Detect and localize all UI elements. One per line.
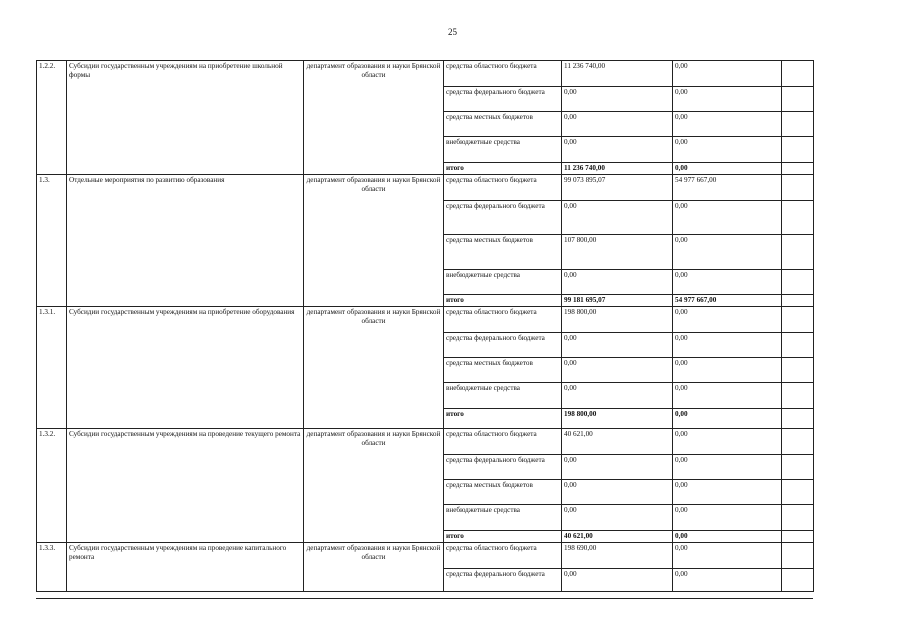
item-name: Субсидии государственным учреждениям на проведение текущего ремонта xyxy=(67,429,304,543)
amount-column-1: 107 800,00 xyxy=(562,235,673,270)
funding-source: средства областного бюджета xyxy=(444,429,562,455)
budget-table xyxy=(36,60,814,592)
amount-column-1: 0,00 xyxy=(562,270,673,295)
amount-column-2: 0,00 xyxy=(673,455,782,480)
amount-column-2: 0,00 xyxy=(673,307,782,333)
responsible-department: департамент образования и науки Брянской области xyxy=(304,175,444,307)
budget-table-body xyxy=(37,61,814,592)
amount-column-2: 0,00 xyxy=(673,543,782,569)
amount-column-2: 0,00 xyxy=(673,137,782,163)
empty-cell xyxy=(782,429,814,455)
responsible-department: департамент образования и науки Брянской области xyxy=(304,429,444,543)
amount-column-2: 0,00 xyxy=(673,569,782,592)
page-bottom-rule xyxy=(36,598,813,599)
funding-source: средства областного бюджета xyxy=(444,175,562,201)
funding-source: внебюджетные средства xyxy=(444,505,562,531)
amount-column-2: 0,00 xyxy=(673,87,782,112)
empty-cell xyxy=(782,270,814,295)
empty-cell xyxy=(782,383,814,409)
amount-column-2: 54 977 667,00 xyxy=(673,175,782,201)
funding-source: внебюджетные средства xyxy=(444,137,562,163)
funding-source: внебюджетные средства xyxy=(444,270,562,295)
empty-cell xyxy=(782,307,814,333)
table-row xyxy=(37,175,814,201)
empty-cell xyxy=(782,87,814,112)
amount-column-1: 0,00 xyxy=(562,137,673,163)
funding-source: внебюджетные средства xyxy=(444,383,562,409)
empty-cell xyxy=(782,295,814,307)
amount-column-1: 0,00 xyxy=(562,383,673,409)
funding-source: средства областного бюджета xyxy=(444,543,562,569)
funding-source: итого xyxy=(444,163,562,175)
funding-source: итого xyxy=(444,531,562,543)
empty-cell xyxy=(782,531,814,543)
funding-source: средства местных бюджетов xyxy=(444,480,562,505)
empty-cell xyxy=(782,333,814,358)
table-row xyxy=(37,307,814,333)
item-name: Субсидии государственным учреждениям на проведение капитального ремонта xyxy=(67,543,304,592)
amount-column-2: 0,00 xyxy=(673,358,782,383)
table-row xyxy=(37,429,814,455)
funding-source: средства федерального бюджета xyxy=(444,455,562,480)
amount-column-1: 0,00 xyxy=(562,569,673,592)
empty-cell xyxy=(782,480,814,505)
amount-column-1: 11 236 740,00 xyxy=(562,61,673,87)
amount-column-2: 0,00 xyxy=(673,383,782,409)
funding-source: средства местных бюджетов xyxy=(444,358,562,383)
amount-column-2: 0,00 xyxy=(673,270,782,295)
empty-cell xyxy=(782,61,814,87)
funding-source: средства федерального бюджета xyxy=(444,201,562,235)
empty-cell xyxy=(782,112,814,137)
amount-column-2: 0,00 xyxy=(673,201,782,235)
amount-column-1: 0,00 xyxy=(562,358,673,383)
empty-cell xyxy=(782,137,814,163)
empty-cell xyxy=(782,201,814,235)
amount-column-2: 0,00 xyxy=(673,163,782,175)
responsible-department: департамент образования и науки Брянской области xyxy=(304,307,444,429)
amount-column-1: 0,00 xyxy=(562,112,673,137)
funding-source: средства федерального бюджета xyxy=(444,333,562,358)
funding-source: средства местных бюджетов xyxy=(444,235,562,270)
funding-source: средства федерального бюджета xyxy=(444,87,562,112)
item-name: Субсидии государственным учреждениям на приобретение оборудования xyxy=(67,307,304,429)
item-name: Субсидии государственным учреждениям на приобретение школьной формы xyxy=(67,61,304,175)
page-number: 25 xyxy=(448,27,457,37)
funding-source: средства местных бюджетов xyxy=(444,112,562,137)
amount-column-1: 198 800,00 xyxy=(562,307,673,333)
responsible-department: департамент образования и науки Брянской области xyxy=(304,61,444,175)
funding-source: средства областного бюджета xyxy=(444,61,562,87)
empty-cell xyxy=(782,409,814,429)
empty-cell xyxy=(782,505,814,531)
empty-cell xyxy=(782,358,814,383)
amount-column-2: 54 977 667,00 xyxy=(673,295,782,307)
empty-cell xyxy=(782,235,814,270)
empty-cell xyxy=(782,569,814,592)
table-row xyxy=(37,543,814,569)
amount-column-1: 11 236 740,00 xyxy=(562,163,673,175)
responsible-department: департамент образования и науки Брянской области xyxy=(304,543,444,592)
funding-source: итого xyxy=(444,409,562,429)
amount-column-1: 198 800,00 xyxy=(562,409,673,429)
amount-column-2: 0,00 xyxy=(673,409,782,429)
funding-source: средства федерального бюджета xyxy=(444,569,562,592)
amount-column-1: 40 621,00 xyxy=(562,429,673,455)
amount-column-2: 0,00 xyxy=(673,505,782,531)
item-number: 1.2.2. xyxy=(37,61,67,175)
amount-column-1: 99 073 895,07 xyxy=(562,175,673,201)
amount-column-2: 0,00 xyxy=(673,61,782,87)
amount-column-1: 0,00 xyxy=(562,201,673,235)
amount-column-1: 40 621,00 xyxy=(562,531,673,543)
item-number: 1.3.1. xyxy=(37,307,67,429)
amount-column-1: 198 690,00 xyxy=(562,543,673,569)
amount-column-1: 0,00 xyxy=(562,87,673,112)
empty-cell xyxy=(782,543,814,569)
empty-cell xyxy=(782,175,814,201)
amount-column-2: 0,00 xyxy=(673,235,782,270)
item-name: Отдельные мероприятия по развитию образования xyxy=(67,175,304,307)
amount-column-2: 0,00 xyxy=(673,112,782,137)
amount-column-1: 0,00 xyxy=(562,505,673,531)
item-number: 1.3.3. xyxy=(37,543,67,592)
amount-column-1: 0,00 xyxy=(562,455,673,480)
funding-source: средства областного бюджета xyxy=(444,307,562,333)
empty-cell xyxy=(782,163,814,175)
amount-column-2: 0,00 xyxy=(673,333,782,358)
amount-column-2: 0,00 xyxy=(673,429,782,455)
amount-column-1: 0,00 xyxy=(562,480,673,505)
table-row xyxy=(37,61,814,87)
amount-column-2: 0,00 xyxy=(673,480,782,505)
amount-column-2: 0,00 xyxy=(673,531,782,543)
funding-source: итого xyxy=(444,295,562,307)
amount-column-1: 0,00 xyxy=(562,333,673,358)
item-number: 1.3. xyxy=(37,175,67,307)
empty-cell xyxy=(782,455,814,480)
amount-column-1: 99 181 695,07 xyxy=(562,295,673,307)
item-number: 1.3.2. xyxy=(37,429,67,543)
